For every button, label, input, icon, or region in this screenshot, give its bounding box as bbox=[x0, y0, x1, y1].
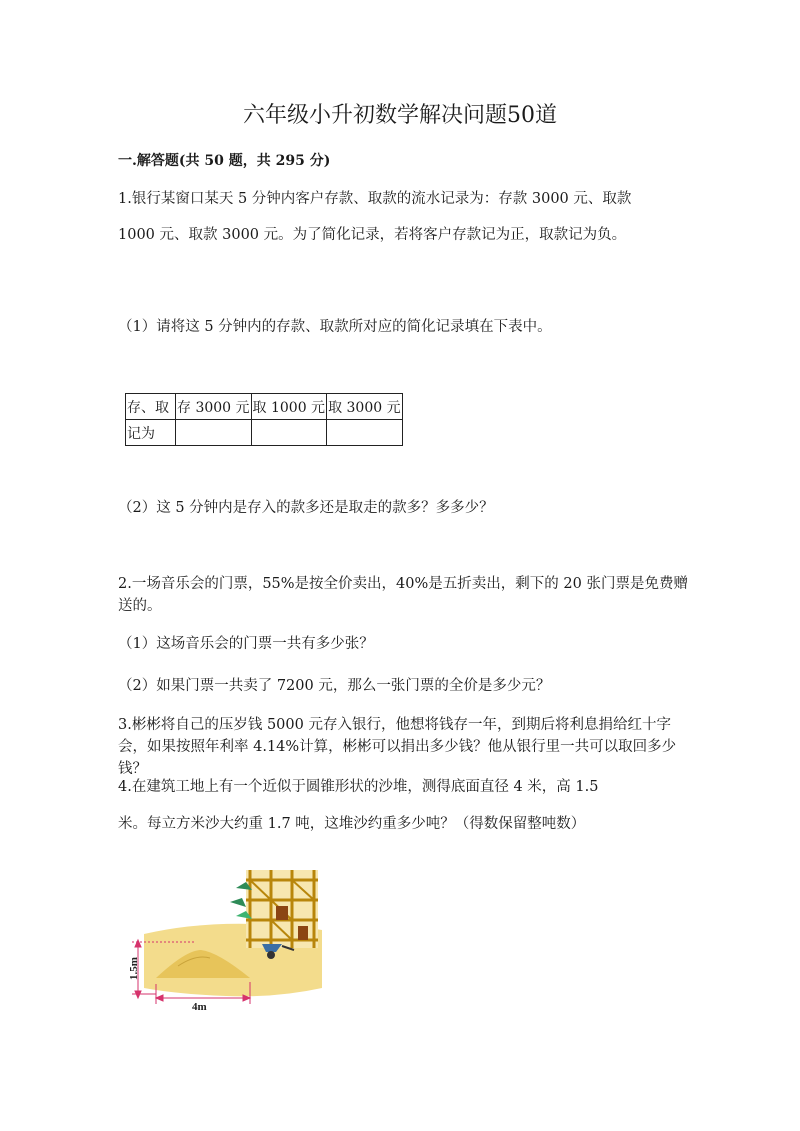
table-row bbox=[126, 420, 403, 446]
window bbox=[298, 926, 308, 940]
q1-stem-line1: 1.银行某窗口某天 5 分钟内客户存款、取款的流水记录为：存款 3000 元、取款 bbox=[118, 191, 632, 207]
table-blank-cell bbox=[251, 420, 327, 446]
q4-stem-line1: 4.在建筑工地上有一个近似于圆锥形状的沙堆，测得底面直径 4 米，高 1.5 bbox=[118, 779, 599, 795]
section-heading: 一.解答题(共 50 题，共 295 分) bbox=[118, 153, 331, 169]
table-header-cell: 存 3000 元 bbox=[176, 394, 252, 420]
q2-sub1: （1）这场音乐会的门票一共有多少张？ bbox=[118, 636, 374, 652]
table-blank-cell bbox=[176, 420, 252, 446]
page-title: 六年级小升初数学解决问题50道 bbox=[243, 103, 557, 128]
table-blank-cell bbox=[327, 420, 403, 446]
q1-stem-line2: 1000 元、取款 3000 元。为了简化记录，若将客户存款记为正，取款记为负。 bbox=[118, 227, 627, 243]
table-header-cell: 取 1000 元 bbox=[251, 394, 327, 420]
q2-stem: 2.一场音乐会的门票，55%是按全价卖出，40%是五折卖出，剩下的 20 张门票是免费赠送的。 bbox=[118, 576, 688, 614]
leaf bbox=[230, 898, 246, 907]
q1-sub1: （1）请将这 5 分钟内的存款、取款所对应的简化记录填在下表中。 bbox=[118, 319, 552, 335]
q4-stem-line2: 米。每立方米沙大约重 1.7 吨，这堆沙约重多少吨？（得数保留整吨数） bbox=[118, 816, 586, 832]
height-label: 1.5m bbox=[128, 957, 140, 980]
sand-pile-illustration bbox=[126, 866, 326, 1016]
diameter-label: 4m bbox=[192, 1001, 207, 1013]
sand-pile-figure bbox=[126, 866, 326, 1016]
table-row-label: 记为 bbox=[126, 420, 176, 446]
table-header-cell: 取 3000 元 bbox=[327, 394, 403, 420]
table-header-row bbox=[126, 394, 403, 420]
record-table bbox=[125, 393, 403, 446]
q1-sub2: （2）这 5 分钟内是存入的款多还是取走的款多？多多少？ bbox=[118, 500, 494, 516]
table-header-cell: 存、取 bbox=[126, 394, 176, 420]
q3-stem: 3.彬彬将自己的压岁钱 5000 元存入银行，他想将钱存一年，到期后将利息捐给红十字会，如果按照年利率 4.14%计算，彬彬可以捐出多少钱？他从银行里一共可以取回多少钱？ bbox=[118, 717, 677, 777]
q2-sub2: （2）如果门票一共卖了 7200 元，那么一张门票的全价是多少元？ bbox=[118, 678, 551, 694]
window bbox=[276, 906, 288, 920]
